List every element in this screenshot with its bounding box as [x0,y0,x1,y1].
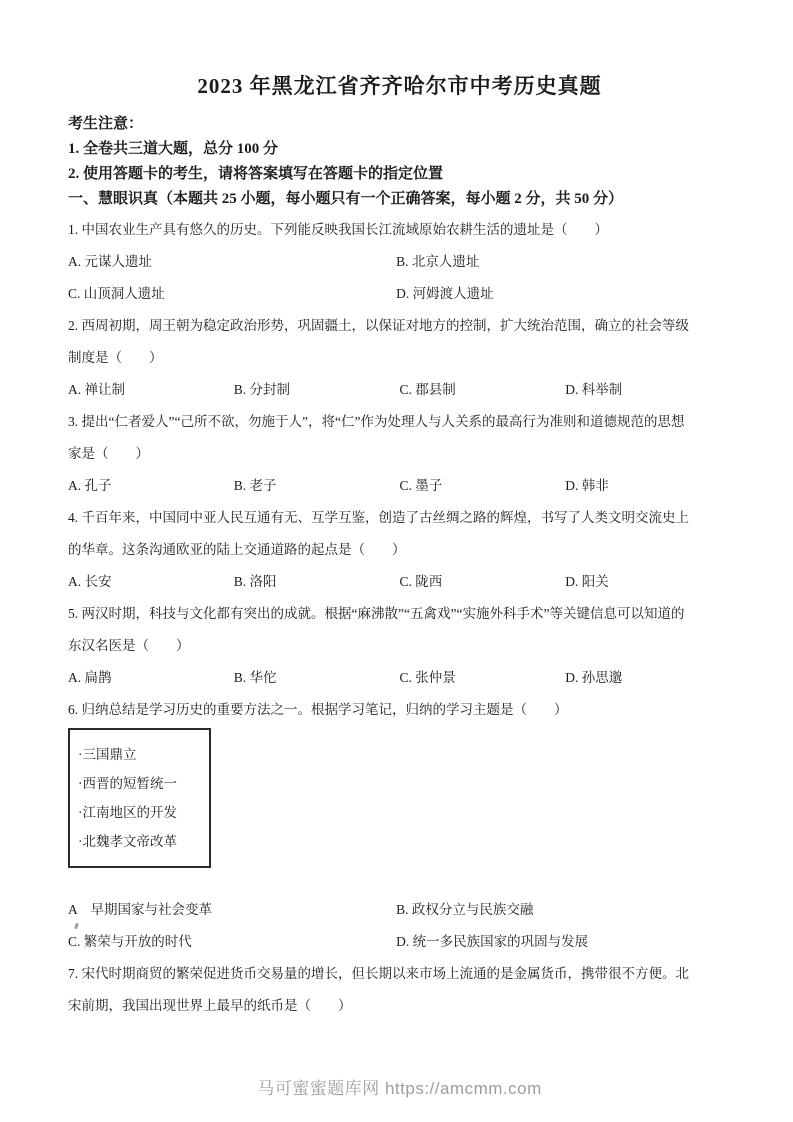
question-5-stem-line-2: 东汉名医是（ ） [68,638,190,653]
question-1-option-d: D. 河姆渡人遗址 [396,286,494,301]
question-7-stem-line-1: 7. 宋代时期商贸的繁荣促进货币交易量的增长，但长期以来市场上流通的是金属货币，携带很不方便。北 [68,966,689,981]
question-2-options [68,374,731,406]
question-1-option-c: C. 山顶洞人遗址 [68,286,165,301]
study-note-2: ·西晋的短暂统一 [78,776,177,791]
question-3-stem-line-1: 3. 提出“仁者爱人”“己所不欲，勿施于人”，将“仁”作为处理人与人关系的最高行为准则和道德规范的思想 [68,414,685,429]
question-3-options [68,470,731,502]
question-6-options [68,894,731,958]
question-6-option-a: A 早期国家与社会变革 [68,894,396,926]
question-6 [68,694,731,958]
question-4-stem-line-1: 4. 千百年来，中国同中亚人民互通有无、互学互鉴，创造了古丝绸之路的辉煌，书写了人类文明交流史上 [68,510,689,525]
question-4 [68,502,731,598]
question-1 [68,214,731,310]
question-5 [68,598,731,694]
question-4-option-d: D. 阳关 [565,574,609,589]
question-6-option-c: C. 繁荣与开放的时代 [68,934,192,949]
question-3-option-d: D. 韩非 [565,478,609,493]
question-5-options [68,662,731,694]
question-4-option-c: C. 陇西 [399,574,443,589]
question-6-option-b: B. 政权分立与民族交融 [396,902,534,917]
section-heading: 一、慧眼识真（本题共 25 小题，每小题只有一个正确答案，每小题 2 分，共 50 分） [68,191,624,207]
question-3-stem-line-2: 家是（ ） [68,446,149,461]
question-4-options [68,566,731,598]
question-6-stem: 6. 归纳总结是学习历史的重要方法之一。根据学习笔记，归纳的学习主题是（ ） [68,702,568,717]
study-note-1: ·三国鼎立 [78,747,137,762]
question-1-options [68,246,731,310]
notice-heading: 考生注意： [68,116,144,132]
question-5-option-a: A. 扁鹊 [68,670,112,685]
question-7 [68,958,731,1022]
study-note-4: ·北魏孝文帝改革 [78,834,177,849]
question-7-stem-line-2: 宋前期，我国出现世界上最早的纸币是（ ） [68,998,352,1013]
question-1-option-a: A. 元谋人遗址 [68,254,152,269]
question-3-option-a: A. 孔子 [68,478,112,493]
question-2 [68,310,731,406]
question-4-option-b: B. 洛阳 [233,574,277,589]
question-3 [68,406,731,502]
question-2-option-d: D. 科举制 [565,382,623,397]
question-4-option-a: A. 长安 [68,574,112,589]
question-5-option-d: D. 孙思邈 [565,670,623,685]
notice-line-1: 1. 全卷共三道大题，总分 100 分 [68,141,279,157]
question-6-option-d: D. 统一多民族国家的巩固与发展 [396,934,589,949]
question-2-stem-line-1: 2. 西周初期，周王朝为稳定政治形势，巩固疆土，以保证对地方的控制，扩大统治范围，确立的社会等级 [68,318,689,333]
question-2-option-c: C. 郡县制 [399,382,456,397]
question-2-stem-line-2: 制度是（ ） [68,350,163,365]
watermark-footer: 马可蜜蜜题库网 https://amcmm.com [257,1079,542,1098]
question-5-option-c: C. 张仲景 [399,670,456,685]
notice-line-2: 2. 使用答题卡的考生，请将答案填写在答题卡的指定位置 [68,166,444,182]
question-4-stem-line-2: 的华章。这条沟通欧亚的陆上交通道路的起点是（ ） [68,542,406,557]
question-3-option-b: B. 老子 [233,478,277,493]
question-list [68,214,731,1022]
question-1-option-b: B. 北京人遗址 [396,254,480,269]
page-title: 2023 年黑龙江省齐齐哈尔市中考历史真题 [197,74,602,98]
question-1-stem: 1. 中国农业生产具有悠久的历史。下列能反映我国长江流域原始农耕生活的遗址是（ ） [68,222,608,237]
question-2-option-b: B. 分封制 [233,382,291,397]
question-3-option-c: C. 墨子 [399,478,443,493]
study-note-3: ·江南地区的开发 [78,805,177,820]
question-5-stem-line-1: 5. 两汉时期，科技与文化都有突出的成就。根据“麻沸散”“五禽戏”“实施外科手术”等关键信息可以知道的 [68,606,685,621]
question-5-option-b: B. 华佗 [233,670,277,685]
question-2-option-a: A. 禅让制 [68,382,125,397]
study-notes-box [68,728,211,868]
